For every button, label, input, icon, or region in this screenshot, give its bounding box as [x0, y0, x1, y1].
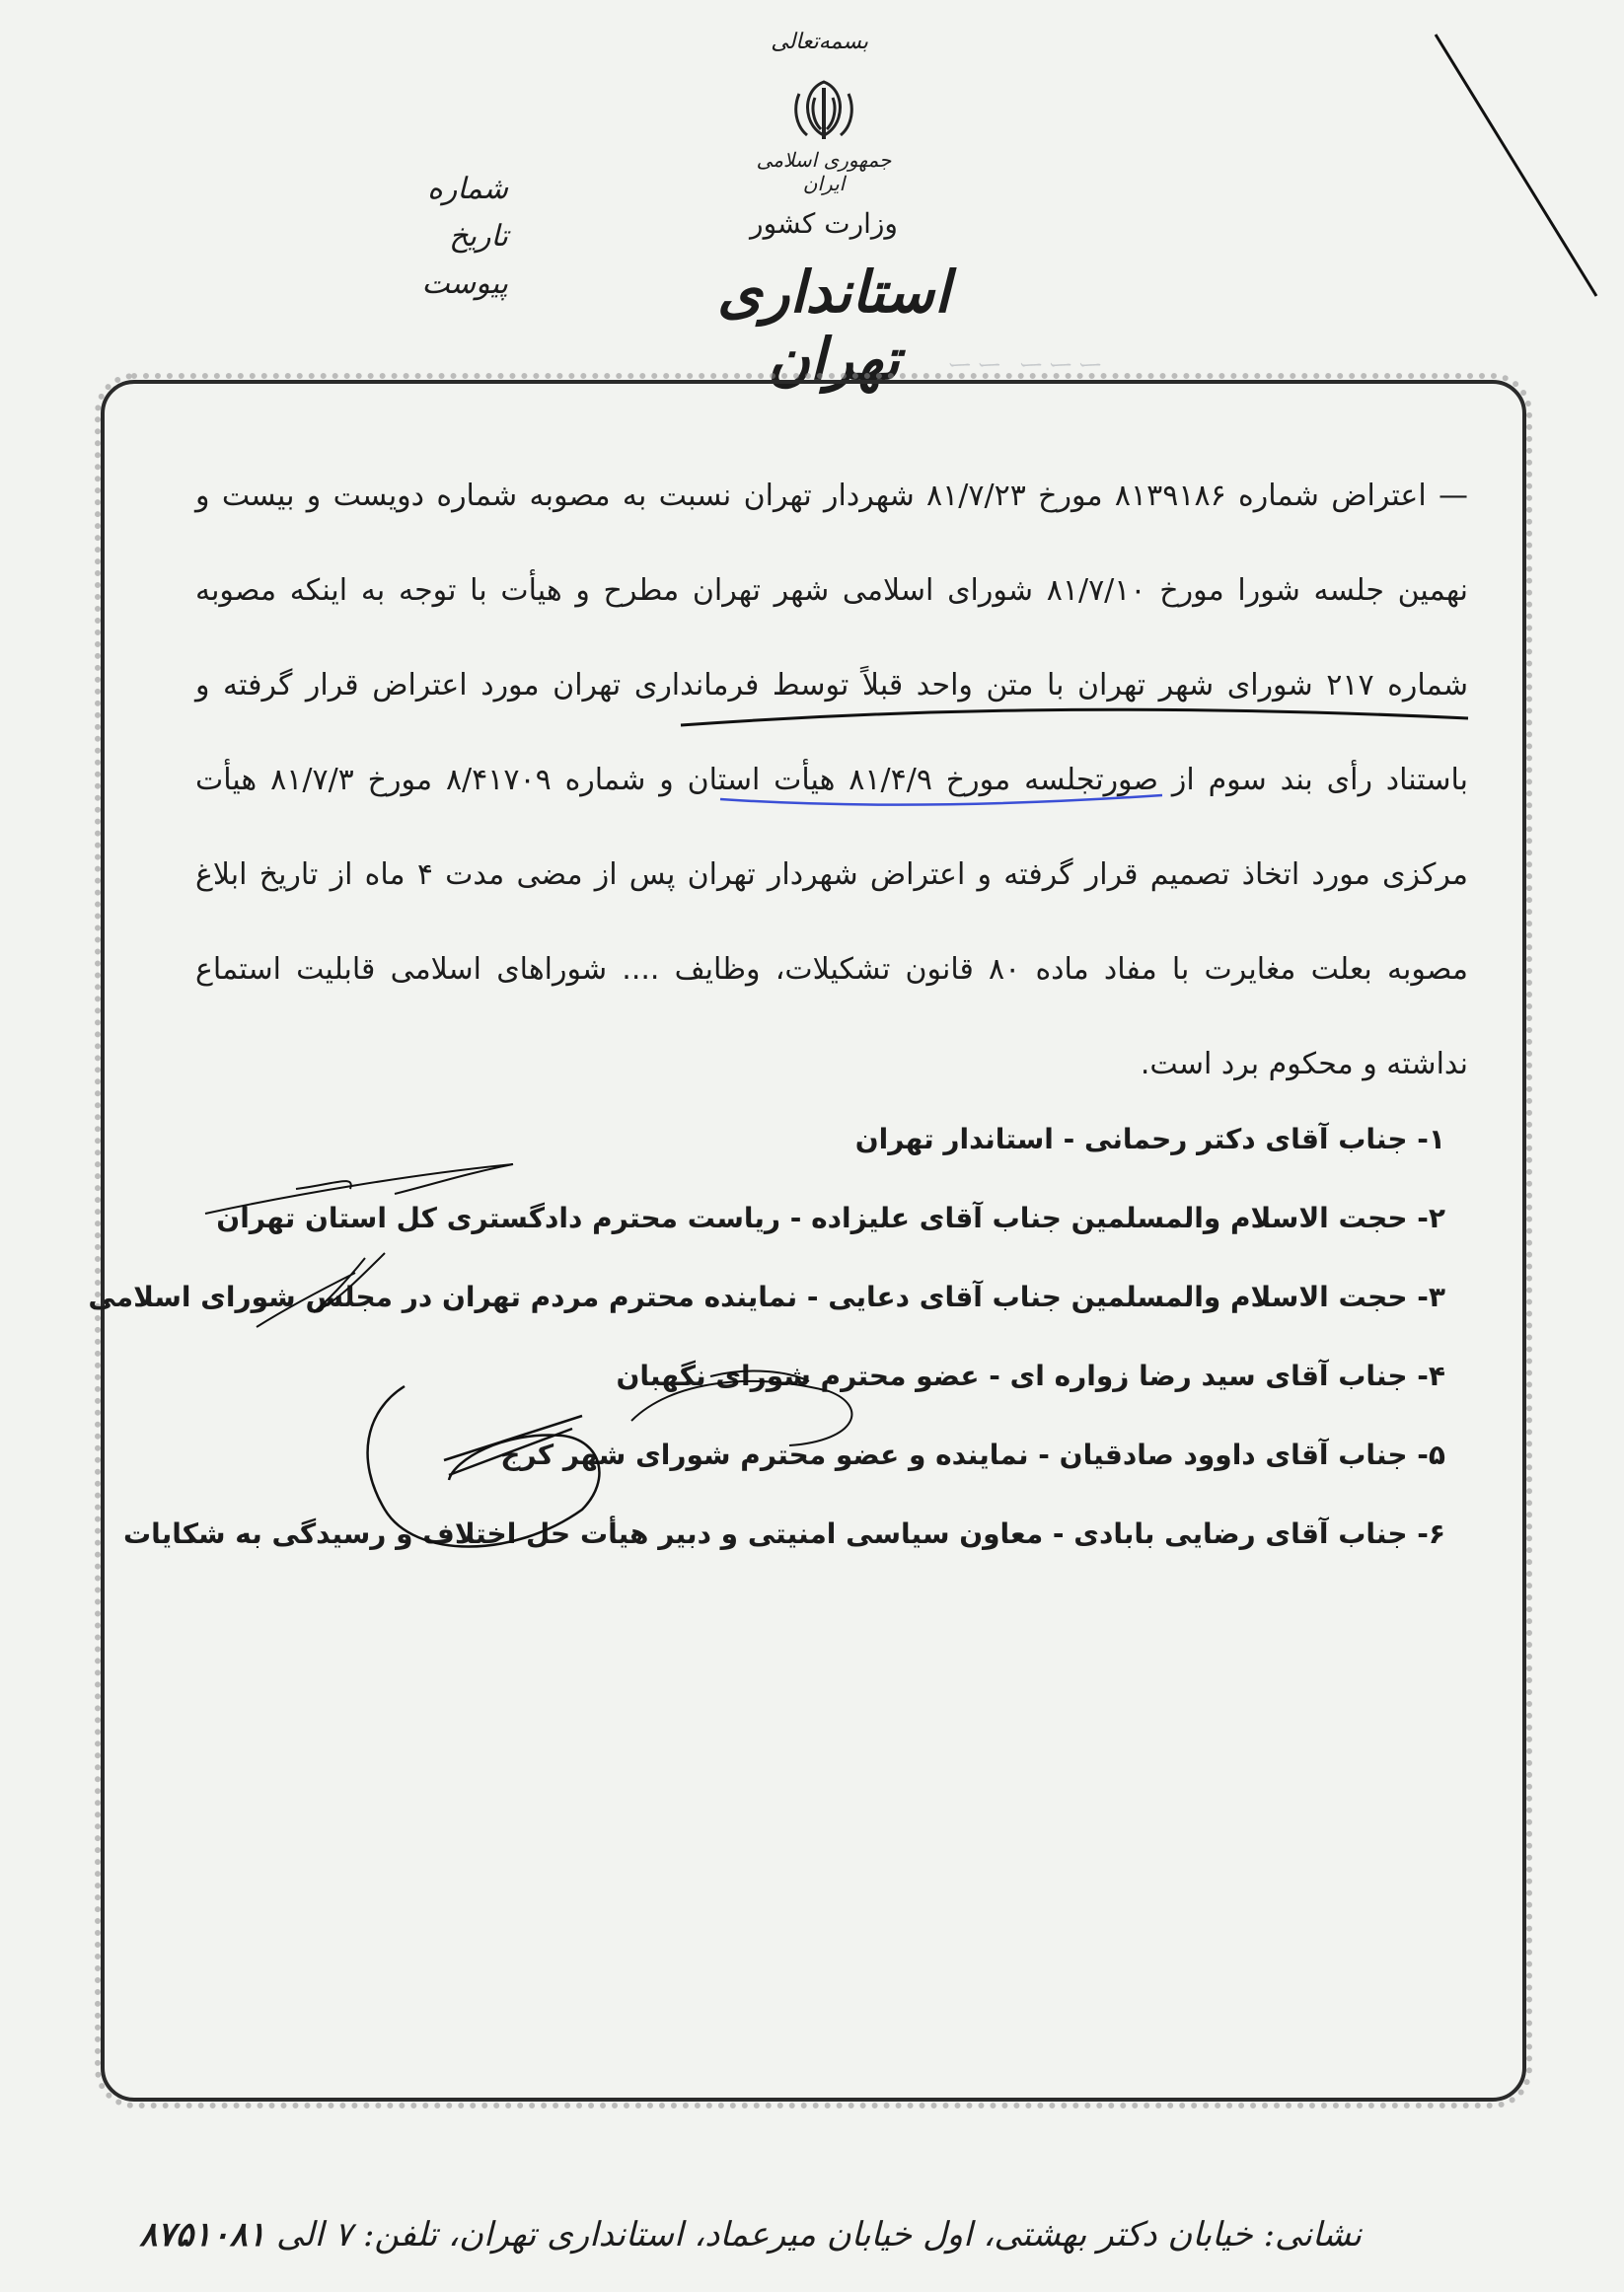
recipient-item: ۱- جناب آقای دکتر رحمانی - استاندار تهران: [854, 1123, 1445, 1155]
recipient-item: ۵- جناب آقای داوود صادقیان - نماینده و عضو محترم شورای شهر کرج: [500, 1439, 1445, 1471]
corner-diagonal-line: [1436, 35, 1596, 296]
recipient-item: ۲- حجت الاسلام والمسلمین جناب آقای علیزاده - ریاست محترم دادگستری کل استان تهران: [216, 1202, 1445, 1234]
republic-title: جمهوری اسلامی ایران: [756, 148, 892, 195]
address-footer: [139, 2215, 1362, 2255]
field-attachment-label: پیوست: [421, 266, 508, 301]
recipient-item: ۳- حجت الاسلام والمسلمین جناب آقای دعایی - نماینده محترم مردم تهران در مجلس شورای اسلامی: [88, 1281, 1445, 1313]
body-paragraph: — اعتراض شماره ۸۱۳۹۱۸۶ مورخ ۸۱/۷/۲۳ شهردار تهران نسبت به مصوبه شماره دویست و بیست و نهمین جلسه شورا مورخ ۸۱/۷/۱۰ شورای اسلامی شهر تهران مطرح و هیأت با توجه به اینکه مصوبه شماره ۲۱۷ شورای شهر تهران با متن واحد قبلاً توسط فرمانداری تهران مورد اعتراض قرار گرفته و باستناد رأی بند سوم از صورتجلسه مورخ ۸۱/۴/۹ هیأت استان و شماره ۸/۴۱۷۰۹ مورخ ۸۱/۷/۳ هیأت مرکزی مورد اتخاذ تصمیم قرار گرفته و اعتراض شهردار تهران پس از مضی مدت ۴ ماه از تاریخ ابلاغ مصوبه بعلت مغایرت با مفاد ماده ۸۰ قانون تشکیلات، وظایف .... شوراهای اسلامی قابلیت استماع نداشته و محکوم برد است.: [195, 479, 1469, 1081]
field-date-label: تاریخ: [449, 219, 508, 254]
faint-stamp-number: ーー ーーー: [947, 351, 1108, 381]
governorate-title: استانداری تهران: [717, 259, 950, 393]
bismillah-heading: بسمه‌تعالی: [771, 30, 868, 54]
recipient-list: [88, 1110, 1445, 1584]
recipient-item: ۴- جناب آقای سید رضا زواره ای - عضو محترم شورای نگهبان: [616, 1360, 1445, 1392]
iran-emblem-icon: [779, 74, 868, 153]
footer-phone: ۸۷۵۱۰۸۱: [139, 2215, 266, 2255]
recipient-item: ۶- جناب آقای رضایی بابادی - معاون سیاسی امنیتی و دبیر هیأت حل اختلاف و رسیدگی به شکایات: [123, 1517, 1445, 1550]
footer-address: نشانی: خیابان دکتر بهشتی، اول خیابان میرعماد، استانداری تهران، تلفن: ۷ الی: [275, 2215, 1362, 2255]
letter-meta-fields: [390, 166, 508, 308]
field-number-label: شماره: [427, 172, 508, 206]
ministry-title: وزارت کشور: [750, 207, 898, 240]
